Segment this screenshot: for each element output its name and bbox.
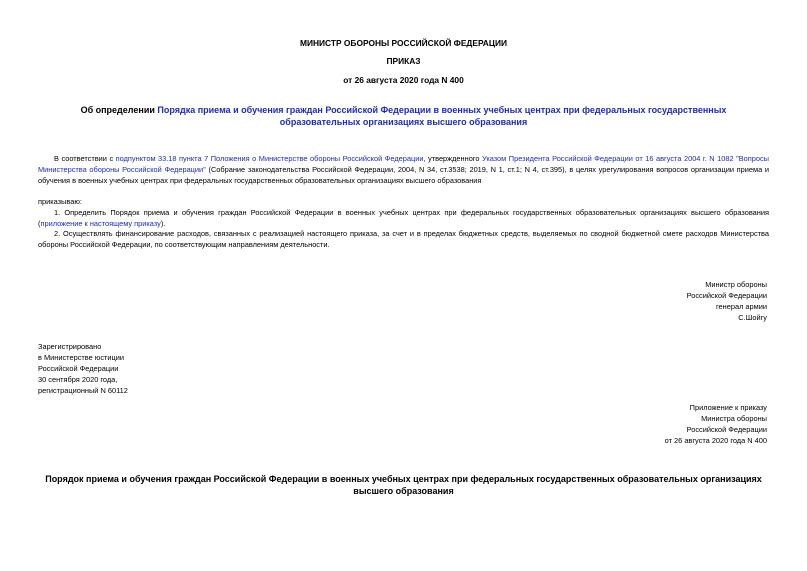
item-1-link-appendix[interactable]: приложение к настоящему приказу (40, 219, 161, 228)
order-date: от 26 августа 2020 года N 400 (343, 75, 464, 85)
appendix-reference-line: Приложение к приказу (689, 403, 767, 412)
item-1 (38, 207, 769, 229)
appendix-reference-block (665, 402, 767, 446)
appendix-reference-line: Российской Федерации (686, 425, 767, 434)
document-title (40, 104, 767, 128)
item-1-end: ). (160, 219, 166, 228)
appendix-reference-line: от 26 августа 2020 года N 400 (664, 436, 767, 445)
order-word: приказываю: (38, 197, 82, 206)
registration-block (38, 341, 128, 396)
preamble-link-regulation[interactable]: подпунктом 33.18 пункта 7 Положения о Министерстве обороны Российской Федерации (115, 154, 424, 163)
preamble-text-2: , утвержденного (423, 154, 482, 163)
title-prefix: Об определении (80, 105, 158, 115)
preamble-link-decree[interactable]: Указом Президента Российской Федерации от 16 августа 2004 г. N 1082 "Вопросы Министерства обороны Российской Федерации" (38, 154, 769, 174)
registration-line: в Министерстве юстиции (38, 353, 125, 362)
signature-line: генерал армии (716, 302, 767, 311)
signature-line: Министр обороны (705, 280, 767, 289)
registration-line: регистрационный N 60112 (38, 386, 128, 395)
item-1-text: 1. Определить Порядок приема и обучения граждан Российской Федерации в военных учебных центрах при федеральных государственных образовательных организациях высшего образования ( (38, 208, 769, 228)
appendix-reference-line: Министра обороны (701, 414, 767, 423)
title-link[interactable]: Порядка приема и обучения граждан Российской Федерации в военных учебных центрах при федеральных государственных образовательных организациях высшего образования (157, 105, 727, 127)
registration-line: 30 сентября 2020 года, (38, 375, 118, 384)
registration-line: Зарегистрировано (38, 342, 102, 351)
signature-line: С.Шойгу (738, 313, 767, 322)
order-heading: ПРИКАЗ (386, 56, 421, 66)
signature-block (687, 279, 767, 323)
item-2: 2. Осуществлять финансирование расходов, связанных с реализацией настоящего приказа, за счет и в пределах бюджетных средств, выделяемых по сводной бюджетной смете расходов Министерства обороны Российской Федерации, по соответствующим направлениям деятельности. (38, 229, 769, 249)
preamble-text-3: (Собрание законодательства Российской Федерации, 2004, N 34, ст.3538; 2019, N 1, ст.1; N 4, ст.395), в целях урегулирования вопросов организации приема и обучения в военных учебных центрах при федеральных государственных образовательных организациях высшего образования (38, 165, 769, 185)
minister-heading: МИНИСТР ОБОРОНЫ РОССИЙСКОЙ ФЕДЕРАЦИИ (299, 38, 508, 48)
preamble-paragraph (38, 153, 769, 186)
signature-line: Российской Федерации (686, 291, 767, 300)
appendix-title: Порядок приема и обучения граждан Российской Федерации в военных учебных центрах при федеральных государственных образовательных организациях высшего образования (45, 474, 762, 496)
preamble-text-1: В соответствии с (54, 154, 116, 163)
registration-line: Российской Федерации (38, 364, 119, 373)
